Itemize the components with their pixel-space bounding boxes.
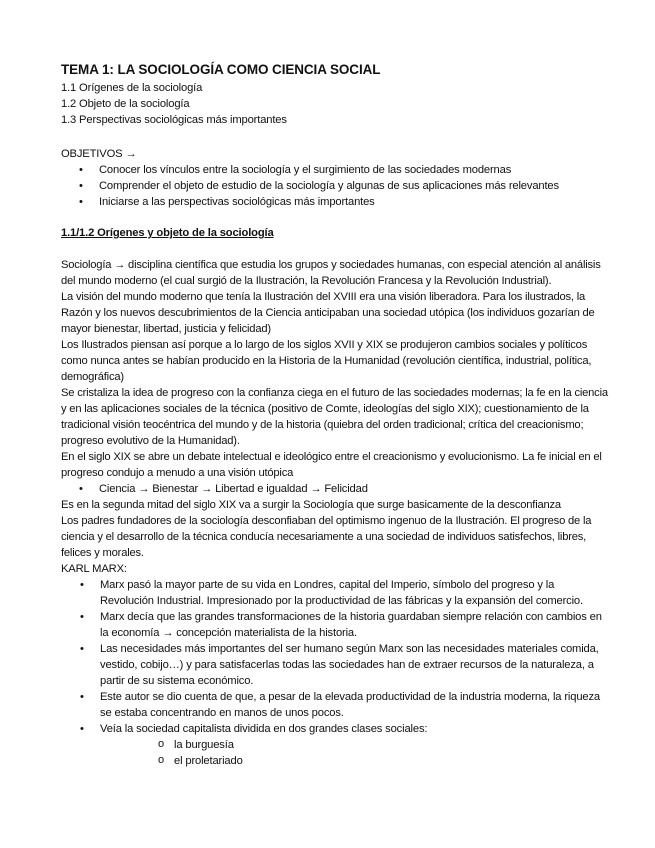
progress-bullet: • Ciencia → Bienestar → Libertad e igualdad → Felicidad — [61, 481, 609, 497]
toc-item-2: 1.2 Objeto de la sociología — [61, 98, 190, 110]
paragraph: Se cristaliza la idea de progreso con la confianza ciega en el futuro de las sociedades modernas; la fe en la ciencia y en las aplicaciones sociales de la técnica (positivo de Comte, ideologías del siglo XIX); cuestionamiento de la tradicional visión teocéntrica del mundo y de la historia (quiebra del orden tradicional; crítica del creacionismo; progreso evolutivo de la Humanidad). — [61, 387, 608, 447]
paragraph: En el siglo XIX se abre un debate intelectual e ideológico entre el creacionismo y evolucionismo. La fe inicial en el progreso condujo a menudo a una visión utópica — [61, 451, 602, 479]
class-item: o el proletariado — [61, 753, 609, 769]
classes-list — [61, 737, 609, 769]
paragraph: Sociología → disciplina científica que estudia los grupos y sociedades humanas, con especial atención al análisis del mundo moderno (el cual surgió de la Ilustración, la Revolución Francesa y la Revolución Industrial). — [61, 259, 601, 287]
objetivos-label: OBJETIVOS → — [61, 148, 137, 160]
class-item: o la burguesía — [61, 737, 609, 753]
paragraph: Los padres fundadores de la sociología desconfiaban del optimismo ingenuo de la Ilustración. El progreso de la ciencia y el desarrollo de la técnica conducía necesariamente a una sociedad de individuos satisfechos, libres, felices y morales. — [61, 515, 592, 559]
marx-point: • Marx decía que las grandes transformaciones de la historia guardaban siempre relación con cambios en la economía → concepción materialista de la historia. — [61, 609, 609, 641]
toc-item-3: 1.3 Perspectivas sociológicas más importantes — [61, 114, 287, 126]
progress-list — [61, 481, 609, 497]
document-title: TEMA 1: LA SOCIOLOGÍA COMO CIENCIA SOCIAL — [61, 62, 381, 77]
objetivo-item: • Iniciarse a las perspectivas sociológicas más importantes — [61, 194, 609, 210]
objetivos-list — [61, 162, 609, 210]
marx-point: • Las necesidades más importantes del ser humano según Marx son las necesidades materiales comida, vestido, cobijo…) y para satisfacerlas todas las sociedades han de extraer recursos de la naturaleza, a partir de su sistema económico. — [61, 641, 609, 689]
marx-point: • Veía la sociedad capitalista dividida en dos grandes clases sociales: — [61, 721, 609, 737]
paragraph: Los Ilustrados piensan así porque a lo largo de los siglos XVII y XIX se produjeron cambios sociales y políticos como nunca antes se habían producido en la Historia de la Humanidad (revolución científica, industrial, política, demográfica) — [61, 339, 592, 383]
marx-point: • Marx pasó la mayor parte de su vida en Londres, capital del Imperio, símbolo del progreso y la Revolución Industrial. Impresionado por la productividad de las fábricas y la expansión del comercio. — [61, 577, 609, 609]
paragraph: La visión del mundo moderno que tenía la Ilustración del XVIII era una visión liberadora. Para los ilustrados, la Razón y los nuevos descubrimientos de la Ciencia anticipaban una sociedad utópica (los individuos gozarían de mayor bienestar, libertad, justicia y felicidad) — [61, 291, 595, 335]
marx-list — [61, 577, 609, 737]
objetivo-item: • Comprender el objeto de estudio de la sociología y algunas de sus aplicaciones más relevantes — [61, 178, 609, 194]
section-heading: 1.1/1.2 Orígenes y objeto de la sociología — [61, 227, 274, 239]
toc-item-1: 1.1 Orígenes de la sociología — [61, 82, 203, 94]
marx-label: KARL MARX: — [61, 563, 127, 575]
marx-point: • Este autor se dio cuenta de que, a pesar de la elevada productividad de la industria moderna, la riqueza se estaba concentrando en manos de unos pocos. — [61, 689, 609, 721]
paragraph: Es en la segunda mitad del siglo XIX va a surgir la Sociología que surge basicamente de la desconfianza — [61, 499, 561, 511]
objetivo-item: • Conocer los vínculos entre la sociología y el surgimiento de las sociedades modernas — [61, 162, 609, 178]
